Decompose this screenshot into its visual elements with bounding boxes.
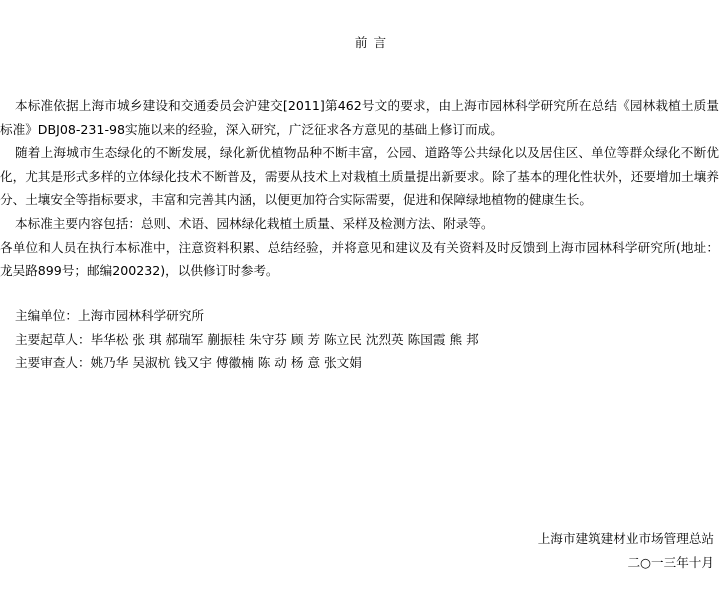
issue-date: 二○一三年十月	[627, 554, 714, 570]
paragraph-feedback: 各单位和人员在执行本标准中，注意资料积累、总结经验，并将意见和建议及有关资料及时反馈到上海市园林科学研究所(地址：龙吴路899号；邮编200232)，以供修订时参考。	[0, 239, 719, 279]
preface-body	[0, 94, 719, 283]
main-drafters: 主要起草人：毕华松 张 琪 郝瑞军 蒯振桂 朱守芬 顾 芳 陈立民 沈烈英 陈国霞 熊 邦	[15, 331, 479, 347]
footer-signature	[538, 527, 714, 574]
paragraph-basis: 本标准依据上海市城乡建设和交通委员会沪建交[2011]第462号文的要求，由上海市园林科学研究所在总结《园林栽植土质量标准》DBJ08-231-98实施以来的经验，深入研究，广泛征求各方意见的基础上修订而成。	[0, 98, 719, 137]
chief-editor-unit: 主编单位：上海市园林科学研究所	[15, 308, 204, 323]
issuing-organization: 上海市建筑建材业市场管理总站	[537, 531, 714, 546]
credits-block	[15, 304, 479, 375]
main-reviewers: 主要审查人：姚乃华 吴淑杭 钱又宇 傅徽楠 陈 动 杨 意 张文娟	[15, 355, 362, 371]
page-title: 前 言	[354, 35, 388, 50]
paragraph-contents: 本标准主要内容包括：总则、术语、园林绿化栽植土质量、采样及检测方法、附录等。	[15, 215, 494, 231]
paragraph-background: 随着上海城市生态绿化的不断发展，绿化新优植物品种不断丰富，公园、道路等公共绿化以及居住区、单位等群众绿化不断优化，尤其是形式多样的立体绿化技术不断普及，需要从技术上对栽植土质量提出新要求。除了基本的理化性状外，还要增加土壤养分、土壤安全等指标要求，丰富和完善其内涵，以便更加符合实际需要，促进和保障绿地植物的健康生长。	[0, 145, 719, 208]
